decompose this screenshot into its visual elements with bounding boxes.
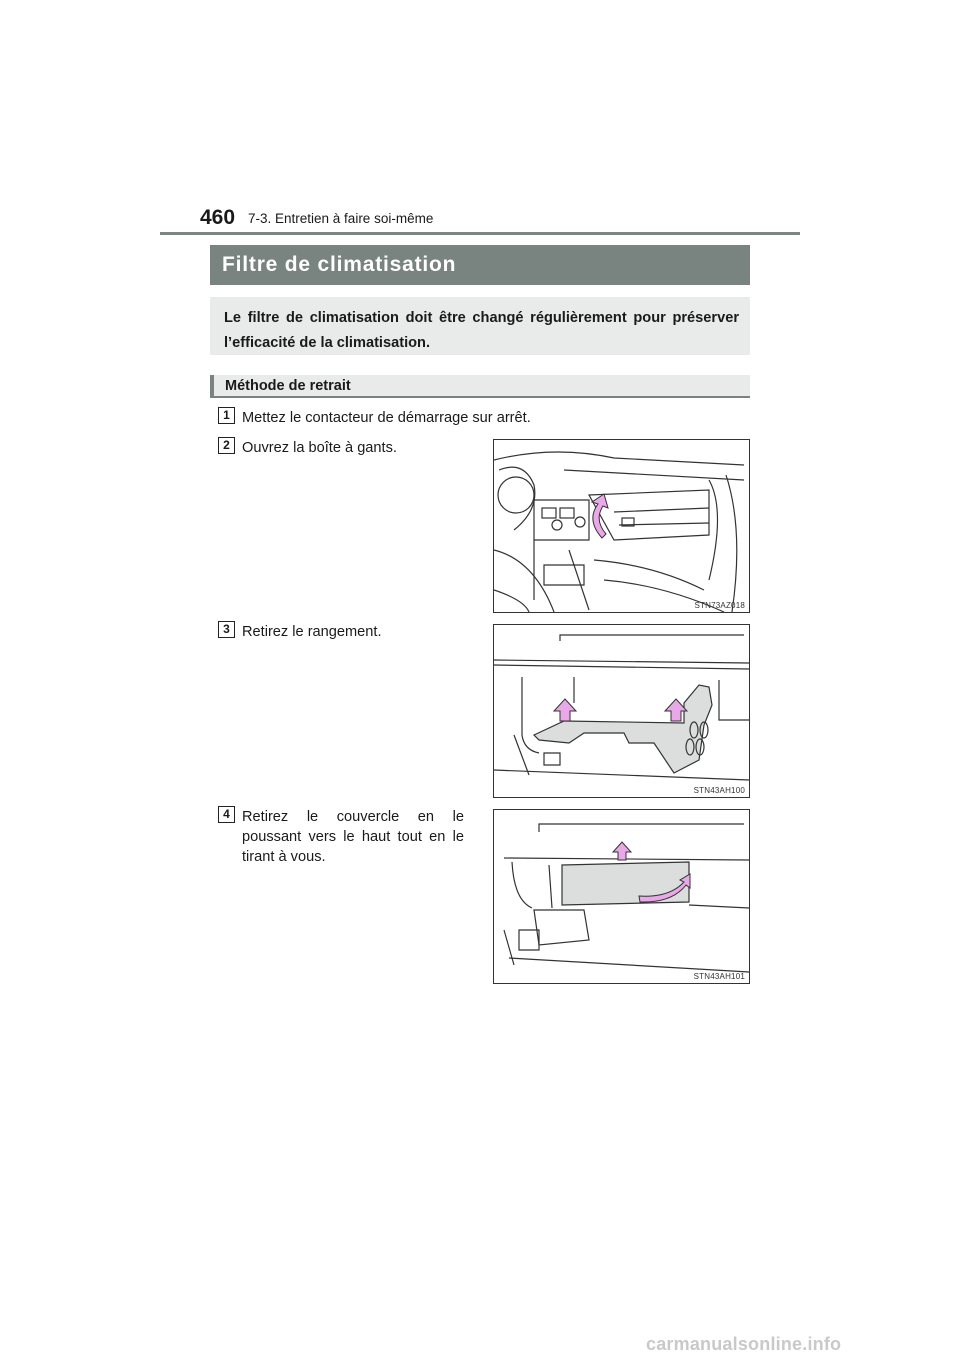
step-number-2: 2 (218, 437, 235, 454)
figure-code-2: STN73AZ018 (694, 601, 745, 610)
watermark: carmanualsonline.info (646, 1334, 842, 1354)
dashboard-drawing (494, 440, 749, 612)
step-number-4: 4 (218, 806, 235, 823)
storage-removal-illustration (493, 624, 750, 798)
glovebox-open-illustration (493, 439, 750, 613)
figure-code-4: STN43AH101 (693, 972, 745, 981)
step-text-3: Retirez le rangement. (242, 624, 382, 640)
step-text-1: Mettez le contacteur de démarrage sur arrêt. (242, 410, 531, 426)
intro-summary: Le filtre de climatisation doit être changé régulièrement pour préserver l’efficacité de la climatisation. (210, 297, 750, 355)
step-number-1: 1 (218, 407, 235, 424)
lift-arrow-icon (554, 699, 576, 721)
section-title-banner: Filtre de climatisation (210, 245, 750, 285)
push-up-arrow-icon (613, 842, 631, 860)
step-text-4: Retirez le couvercle en le poussant vers le haut tout en le tirant à vous. (242, 809, 464, 865)
step-number-3: 3 (218, 621, 235, 638)
figure-code-3: STN43AH100 (693, 786, 745, 795)
subsection-title: Méthode de retrait (210, 375, 750, 398)
header-divider (160, 232, 800, 235)
cover-drawing (494, 810, 749, 983)
section-breadcrumb: 7-3. Entretien à faire soi-même (248, 211, 434, 226)
step-text-2: Ouvrez la boîte à gants. (242, 440, 397, 456)
cover-removal-illustration (493, 809, 750, 984)
page-number: 460 (200, 206, 236, 229)
storage-drawing (494, 625, 749, 797)
